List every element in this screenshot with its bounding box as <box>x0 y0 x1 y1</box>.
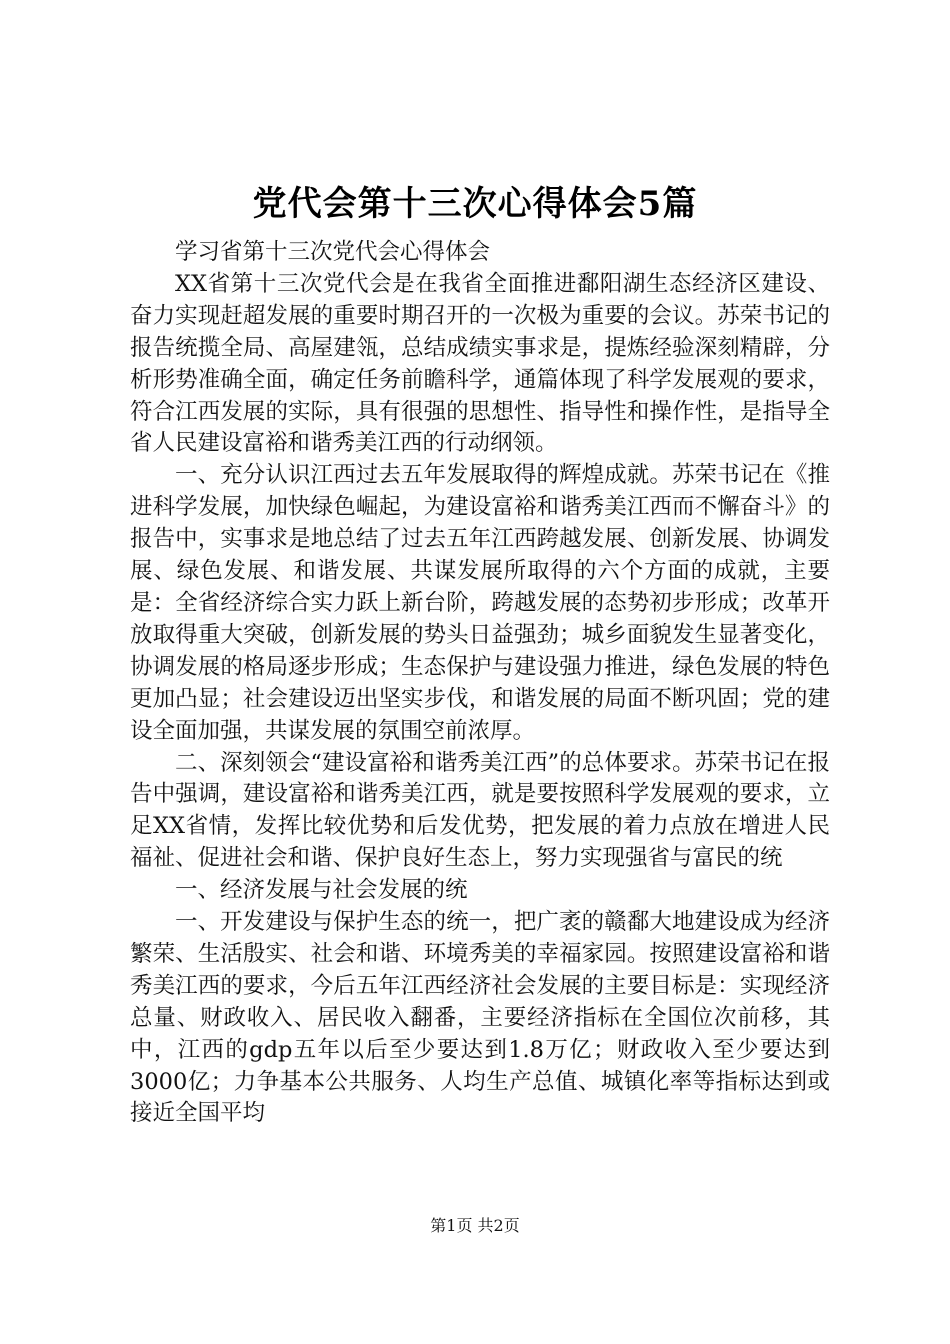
document-body <box>130 237 830 1130</box>
document-title: 党代会第十三次心得体会5篇 <box>252 184 698 224</box>
page-number-footer: 第1页 共2页 <box>430 1216 520 1235</box>
paragraph-intro: XX省第十三次党代会是在我省全面推进鄱阳湖生态经济区建设、奋力实现赶超发展的重要时期召开的一次极为重要的会议。苏荣书记的报告统揽全局、高屋建瓴，总结成绩实事求是，提炼经验深刻精辟，分析形势准确全面，确定任务前瞻科学，通篇体现了科学发展观的要求，符合江西发展的实际，具有很强的思想性、指导性和操作性，是指导全省人民建设富裕和谐秀美江西的行动纲领。 <box>130 270 830 457</box>
paragraph-section-one: 一、充分认识江西过去五年发展取得的辉煌成就。苏荣书记在《推进科学发展，加快绿色崛起，为建设富裕和谐秀美江西而不懈奋斗》的报告中，实事求是地总结了过去五年江西跨越发展、创新发展、协调发展、绿色发展、和谐发展、共谋发展所取得的六个方面的成就，主要是：全省经济综合实力跃上新台阶，跨越发展的态势初步形成；改革开放取得重大突破，创新发展的势头日益强劲；城乡面貌发生显著变化，协调发展的格局逐步形成；生态保护与建设强力推进，绿色发展的特色更加凸显；社会建设迈出坚实步伐，和谐发展的局面不断巩固；党的建设全面加强，共谋发展的氛围空前浓厚。 <box>130 462 830 744</box>
paragraph-subtitle: 学习省第十三次党代会心得体会 <box>175 239 491 265</box>
paragraph-heading-economy: 一、经济发展与社会发展的统 <box>175 877 468 904</box>
paragraph-development-goals: 一、开发建设与保护生态的统一，把广袤的赣鄱大地建设成为经济繁荣、生活殷实、社会和谐、环境秀美的幸福家园。按照建设富裕和谐秀美江西的要求，今后五年江西经济社会发展的主要目标是：实现经济总量、财政收入、居民收入翻番，主要经济指标在全国位次前移，其中，江西的gdp五年以后至少要达到1.8万亿；财政收入至少要达到3000亿；力争基本公共服务、人均生产总值、城镇化率等指标达到或接近全国平均 <box>130 909 830 1127</box>
paragraph-section-two: 二、深刻领会“建设富裕和谐秀美江西”的总体要求。苏荣书记在报告中强调，建设富裕和谐秀美江西，就是要按照科学发展观的要求，立足XX省情，发挥比较优势和后发优势，把发展的着力点放在增进人民福祉、促进社会和谐、保护良好生态上，努力实现强省与富民的统 <box>130 749 830 872</box>
